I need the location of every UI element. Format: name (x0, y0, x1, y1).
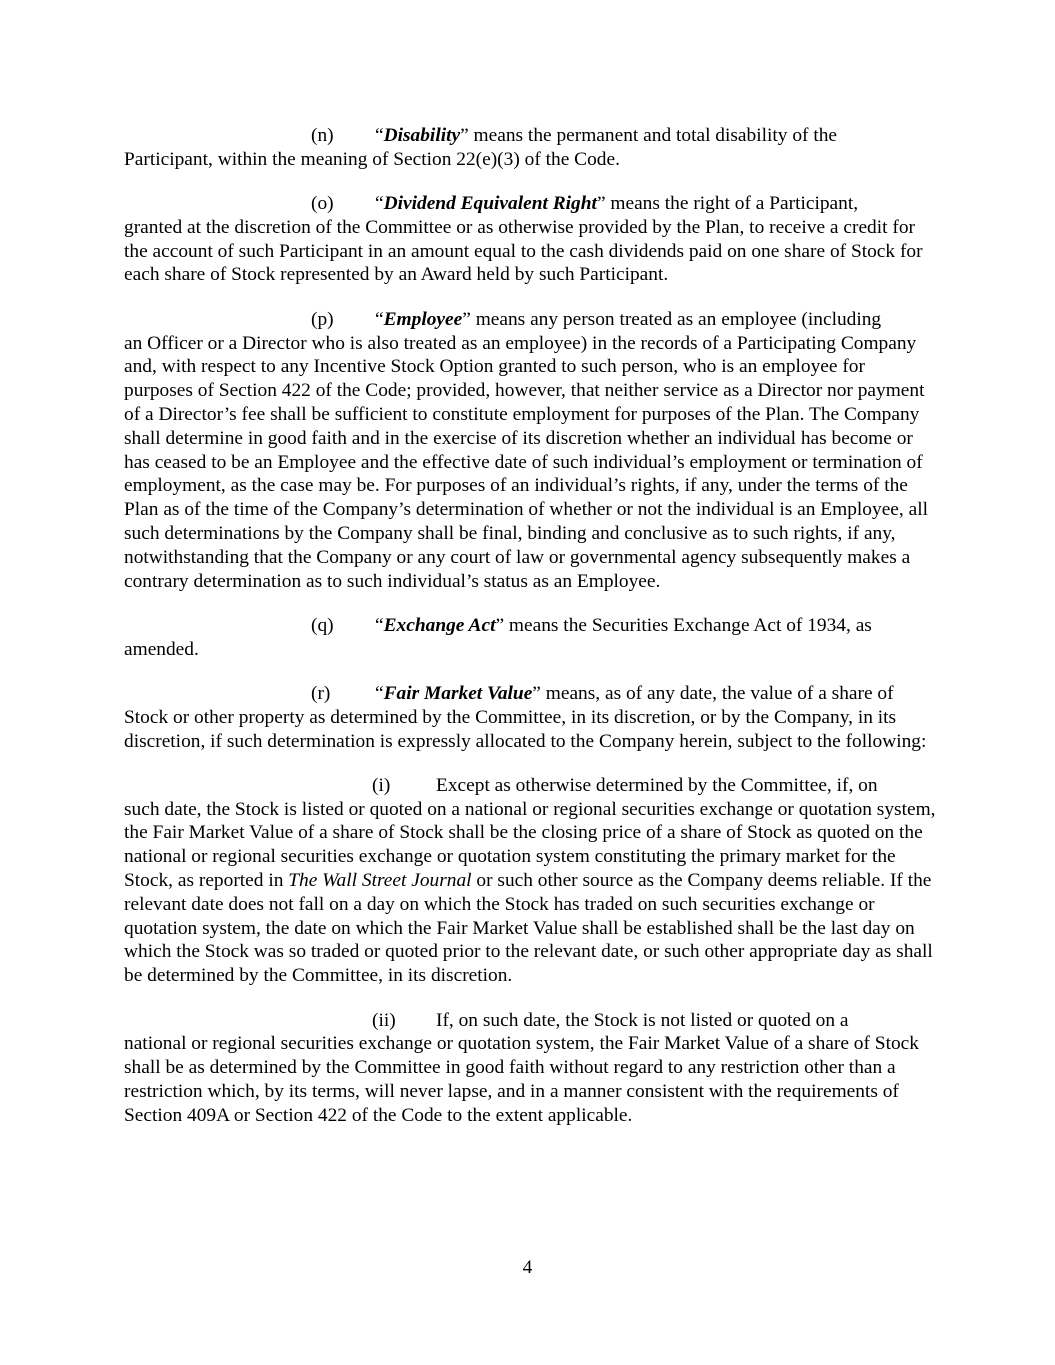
subparagraph-text: or such other source as the Company deems reliable. If the relevant date does not fall on a day on which the Stock has traded on such securities exchange or quotation system, the date on which the Fair Market Value shall be established shall be the last day on which the Stock was so traded or quoted prior to the relevant date, or such other appropriate day as shall be determined by the Committee, in its discretion. (124, 870, 933, 987)
definition-disability (124, 124, 936, 172)
paragraph-label: (r) (311, 682, 331, 704)
defined-term: Disability (383, 125, 461, 146)
page-number: 4 (522, 1257, 533, 1278)
definition-text: amended. (124, 638, 199, 660)
paragraph-label: (o) (311, 193, 334, 215)
definition-text: ” means any person treated as an employee (including (462, 308, 882, 330)
definition-text: Participant, within the meaning of Section 22(e)(3) of the Code. (124, 148, 620, 170)
publication-title: The Wall Street Journal (288, 870, 472, 892)
document-page (124, 124, 936, 1148)
definition-text: ” means the right of a Participant, (596, 193, 859, 215)
subparagraph-text: Except as otherwise determined by the Committee, if, on (436, 774, 878, 796)
definition-employee (124, 308, 936, 594)
subparagraph-text: If, on such date, the Stock is not listed or quoted on a (436, 1009, 849, 1031)
definition-text: Stock or other property as determined by the Committee, in its discretion, or by the Company, in its discretion, if such determination is expressly allocated to the Company herein, subject to the following: (124, 706, 927, 752)
defined-term: Fair Market Value (383, 682, 533, 704)
open-quote: “ (375, 125, 384, 146)
definition-exchange-act (124, 614, 936, 662)
open-quote: “ (375, 682, 384, 704)
subparagraph-text: such date, the Stock is listed or quoted on a national or regional securities exchange or quotation system, the Fair Market Value of a share of Stock shall be the closing price of a share of Stock as quoted on the national or regional securities exchange or quotation system constituting the primary market for the Stock, as reported in (124, 798, 936, 892)
definition-text: an Officer or a Director who is also treated as an employee) in the records of a Participating Company and, with respect to any Incentive Stock Option granted to such person, who is an employee for purposes of Section 422 of the Code; provided, however, that neither service as a Director nor payment of a Director’s fee shall be sufficient to constitute employment for purposes of the Plan. The Company shall determine in good faith and in the exercise of its discretion whether an individual has become or has ceased to be an Employee and the effective date of such individual’s employment or termination of employment, as the case may be. For purposes of an individual’s rights, if any, under the terms of the Plan as of the time of the Company’s determination of whether or not the individual is an Employee, all such determinations by the Company shall be final, binding and conclusive as to such rights, if any, notwithstanding that the Company or any court of law or governmental agency subsequently makes a contrary determination as to such individual’s status as an Employee. (124, 332, 928, 592)
open-quote: “ (375, 193, 384, 215)
subparagraph-label: (i) (372, 774, 391, 796)
definition-text: ” means, as of any date, the value of a share of (532, 682, 894, 704)
paragraph-label: (n) (311, 125, 334, 146)
subparagraph-listed-stock (124, 774, 936, 988)
subparagraph-label: (ii) (372, 1009, 396, 1031)
definition-text: granted at the discretion of the Committee or as otherwise provided by the Plan, to receive a credit for the account of such Participant in an amount equal to the cash dividends paid on one share of Stock for each share of Stock represented by an Award held by such Participant. (124, 216, 923, 286)
definition-dividend-equivalent-right (124, 192, 936, 287)
definition-text: ” means the permanent and total disability of the (460, 125, 838, 146)
definition-fair-market-value (124, 682, 936, 753)
paragraph-label: (q) (311, 614, 334, 636)
defined-term: Exchange Act (383, 614, 496, 636)
defined-term: Dividend Equivalent Right (383, 193, 597, 215)
definition-text: ” means the Securities Exchange Act of 1934, as (495, 614, 872, 636)
open-quote: “ (375, 308, 384, 330)
open-quote: “ (375, 614, 384, 636)
paragraph-label: (p) (311, 308, 334, 330)
subparagraph-text: national or regional securities exchange or quotation system, the Fair Market Value of a share of Stock shall be as determined by the Committee in good faith without regard to any restriction other than a restriction which, by its terms, will never lapse, and in a manner consistent with the requirements of Section 409A or Section 422 of the Code to the extent applicable. (124, 1033, 919, 1126)
defined-term: Employee (383, 308, 463, 330)
subparagraph-unlisted-stock (124, 1009, 936, 1128)
